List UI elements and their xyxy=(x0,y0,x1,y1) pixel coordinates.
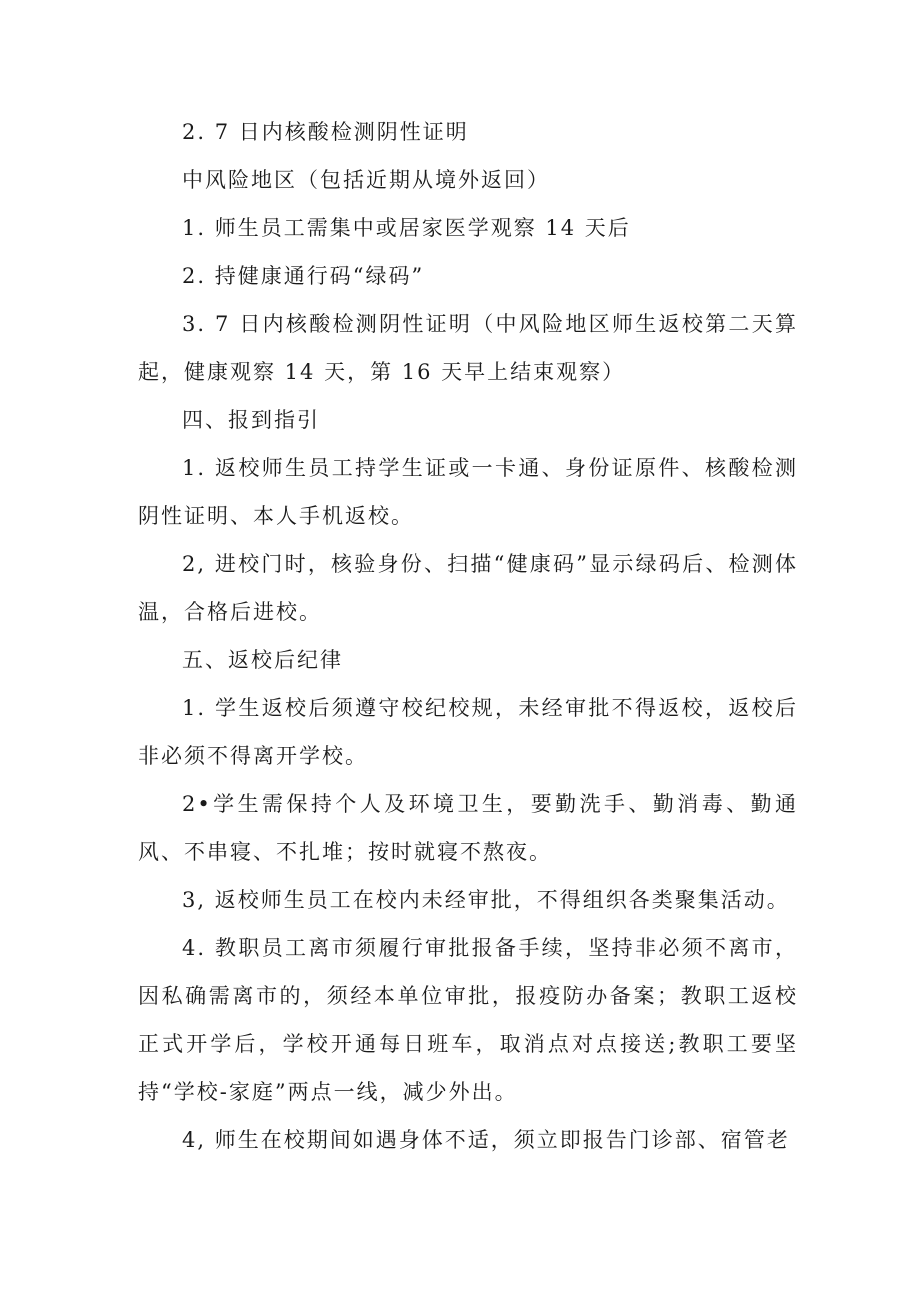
paragraph-discipline-rules: 1. 学生返校后须遵守校纪校规，未经审批不得返校，返校后非必须不得离开学校。 xyxy=(138,696,798,768)
section-heading-registration: 四、报到指引 xyxy=(182,408,320,432)
paragraph-registration-documents: 1. 返校师生员工持学生证或一卡通、身份证原件、核酸检测阴性证明、本人手机返校。 xyxy=(138,456,798,528)
paragraph-gate-check: 2, 进校门时，核验身份、扫描“健康码”显示绿码后、检测体温，合格后进校。 xyxy=(138,552,798,624)
paragraph-hygiene: 2•学生需保持个人及环境卫生，要勤洗手、勤消毒、勤通风、不串寝、不扎堆；按时就寝不熬夜。 xyxy=(138,792,798,864)
paragraph-medium-risk-heading: 中风险地区（包括近期从境外返回） xyxy=(182,168,550,192)
paragraph-illness-report: 4, 师生在校期间如遇身体不适，须立即报告门诊部、宿管老 xyxy=(182,1128,790,1152)
paragraph-test-negative-7days-a: 2. 7 日内核酸检测阴性证明 xyxy=(182,120,469,144)
paragraph-staff-travel: 4. 教职员工离市须履行审批报备手续，坚持非必须不离市，因私确需离市的，须经本单位审批，报疫防办备案；教职工返校正式开学后，学校开通每日班车，取消点对点接送;教职工要坚持“学校-家庭”两点一线，减少外出。 xyxy=(138,936,798,1104)
paragraph-test-negative-7days-b: 3. 7 日内核酸检测阴性证明（中风险地区师生返校第二天算起，健康观察 14 天，第 16 天早上结束观察） xyxy=(138,312,798,384)
paragraph-no-gathering: 3, 返校师生员工在校内未经审批，不得组织各类聚集活动。 xyxy=(182,888,790,912)
paragraph-green-code: 2. 持健康通行码“绿码” xyxy=(182,264,425,288)
section-heading-discipline: 五、返校后纪律 xyxy=(182,648,343,672)
paragraph-medical-observation: 1. 师生员工需集中或居家医学观察 14 天后 xyxy=(182,216,631,240)
document-body xyxy=(138,108,798,1164)
